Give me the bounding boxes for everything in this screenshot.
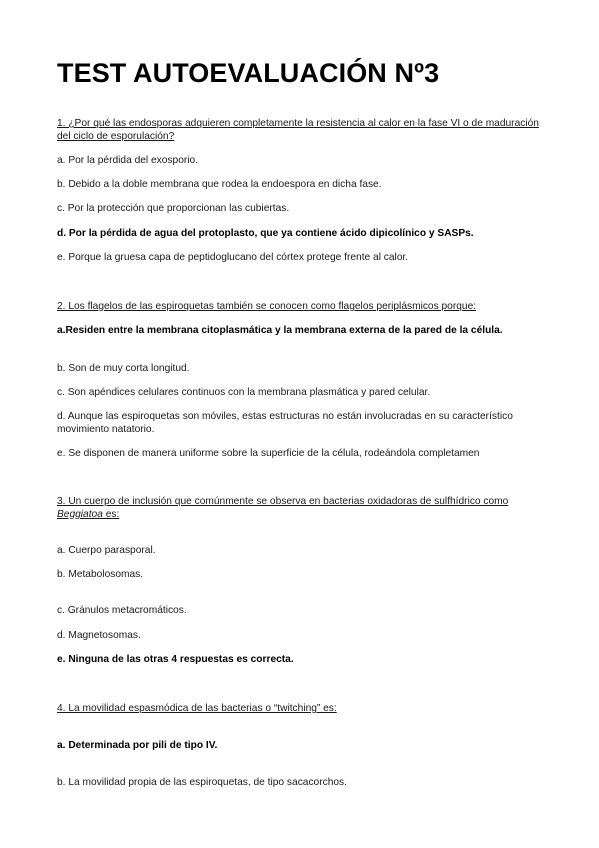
question-3-text-prefix: 3. Un cuerpo de inclusión que comúnmente se observa en bacterias oxidadoras de sulfhídrico como (57, 496, 509, 507)
question-4-option-b: b. La movilidad propia de las espiroquetas, de tipo sacacorchos. (57, 777, 347, 788)
question-1-option-b: b. Debido a la doble membrana que rodea la endoespora en dicha fase. (57, 179, 382, 190)
question-1-option-e: e. Porque la gruesa capa de peptidoglucano del córtex protege frente al calor. (57, 252, 409, 263)
question-2-option-c: c. Son apéndices celulares continuos con la membrana plasmática y pared celular. (57, 387, 431, 398)
question-2-option-e: e. Se disponen de manera uniforme sobre la superficie de la célula, rodeándola completamen (57, 448, 480, 459)
question-2-option-d: d. Aunque las espiroquetas son móviles, estas estructuras no están involucradas en su característico movimiento natatorio. (57, 411, 513, 435)
question-4-text: 4. La movilidad espasmódica de las bacterias o “twitching” es: (57, 703, 337, 714)
question-2-text: 2. Los flagelos de las espiroquetas también se conocen como flagelos periplásmicos porque: (57, 301, 477, 312)
question-3-option-b: b. Metabolosomas. (57, 569, 144, 580)
question-1-text: 1. ¿Por qué las endosporas adquieren completamente la resistencia al calor en la fase VI o de maduración del ciclo de esporulación? (57, 118, 539, 142)
question-4-option-a: a. Determinada por pili de tipo IV. (57, 740, 218, 751)
question-1-option-c: c. Por la protección que proporcionan las cubiertas. (57, 203, 290, 214)
question-3-text-organism: Beggiatoa (57, 508, 103, 520)
question-1-option-d: d. Por la pérdida de agua del protoplasto, que ya contiene ácido dipicolínico y SASPs. (57, 228, 474, 239)
question-3-option-d: d. Magnetosomas. (57, 630, 141, 641)
question-3-text (57, 496, 547, 521)
page-title: TEST AUTOEVALUACIÓN Nº3 (57, 58, 440, 88)
question-1-option-a: a. Por la pérdida del exosporio. (57, 155, 199, 166)
question-3-option-c: c. Gránulos metacromáticos. (57, 605, 187, 616)
question-2-option-a: a.Residen entre la membrana citoplasmática y la membrana externa de la pared de la célula. (57, 325, 503, 336)
question-2-option-b: b. Son de muy corta longitud. (57, 363, 190, 374)
question-3-text-suffix: es: (102, 508, 120, 520)
question-3-option-a: a. Cuerpo parasporal. (57, 545, 156, 556)
question-3-option-e: e. Ninguna de las otras 4 respuestas es correcta. (57, 654, 294, 665)
